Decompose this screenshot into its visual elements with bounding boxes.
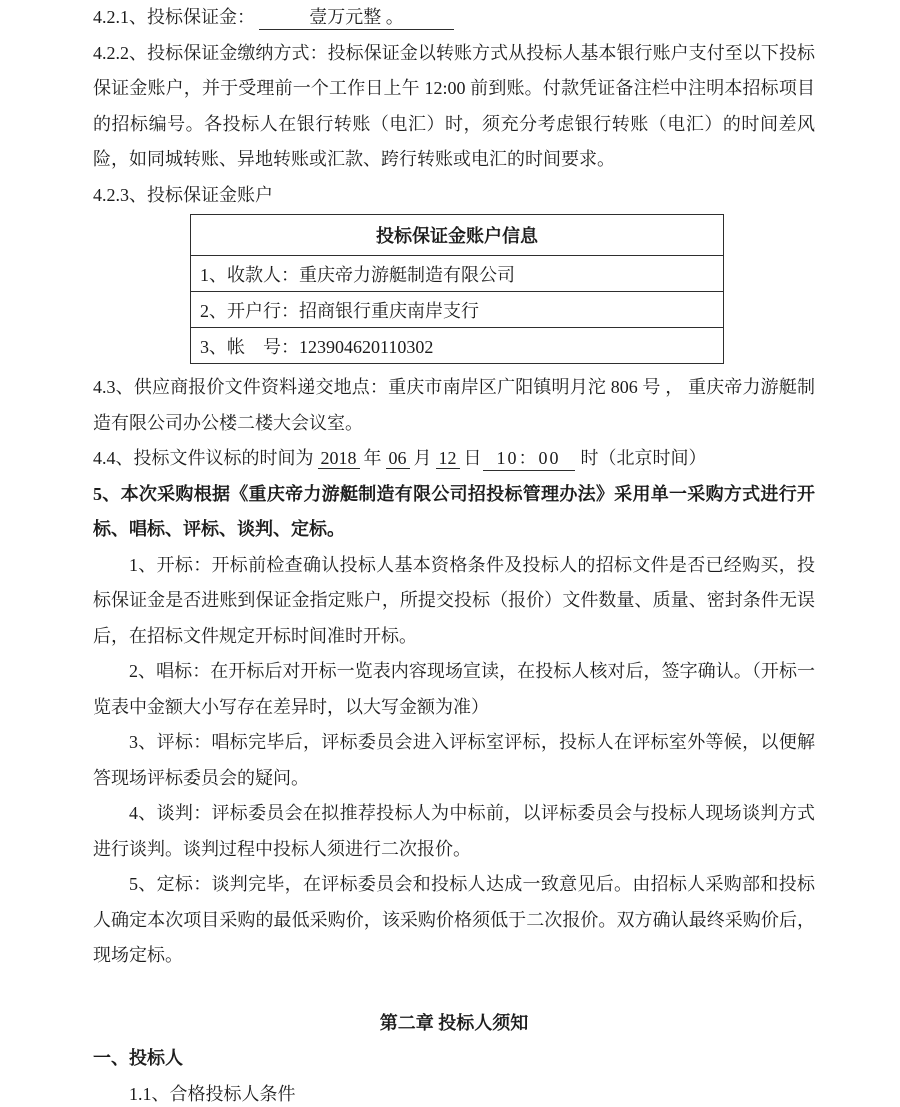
step-award: 5、定标：谈判完毕，在评标委员会和投标人达成一致意见后。由招标人采购部和投标人确定本次项目采购的最低采购价，该采购价格须低于二次报价。双方确认最终采购价后，现场定标。 — [93, 874, 815, 965]
bond-account-table — [190, 214, 724, 364]
bid-day-blank: 12 — [436, 448, 460, 469]
table-row — [191, 328, 724, 364]
month-unit: 月 — [413, 448, 432, 468]
clause-1-1: 1.1、合格投标人条件 — [129, 1083, 296, 1104]
step-read-bid: 2、唱标：在开标后对开标一览表内容现场宣读，在投标人核对后，签字确认。（开标一览表中金额大小写存在差异时，以大写金额为准） — [93, 661, 815, 717]
section-heading-bidders: 一、投标人 — [93, 1048, 183, 1068]
bid-hour-blank: 10：00 — [483, 446, 575, 471]
bank-cell: 2、开户行：招商银行重庆南岸支行 — [191, 292, 724, 328]
clause-4-2-1 — [93, 0, 815, 36]
bid-month-blank: 06 — [386, 448, 410, 469]
account-number-cell: 3、帐 号：123904620110302 — [191, 328, 724, 364]
bid-time-prefix: 4.4、投标文件议标的时间为 — [93, 448, 314, 468]
clause-4-3: 4.3、供应商报价文件资料递交地点：重庆市南岸区广阳镇明月沱 806 号 ， 重庆帝力游艇制造有限公司办公楼二楼大会议室。 — [93, 377, 815, 433]
bid-bond-label: 4.2.1、投标保证金： — [93, 7, 255, 27]
day-unit: 日 — [463, 448, 482, 468]
step-negotiate: 4、谈判：评标委员会在拟推荐投标人为中标前，以评标委员会与投标人现场谈判方式进行谈判。谈判过程中投标人须进行二次报价。 — [93, 803, 815, 859]
clause-4-2-2: 4.2.2、投标保证金缴纳方式：投标保证金以转账方式从投标人基本银行账户支付至以下投标保证金账户，并于受理前一个工作日上午 12:00 前到账。付款凭证备注栏中注明本招标项目的招标编号。各投标人在银行转账（电汇）时，须充分考虑银行转账（电汇）的时间差风险，如同城转账、异地转账或汇款、跨行转账或电汇的时间要求。 — [93, 42, 815, 169]
clause-4-2-3: 4.2.3、投标保证金账户 — [93, 184, 273, 205]
chapter-title: 第二章 投标人须知 — [379, 1012, 529, 1033]
step-evaluate-bid: 3、评标：唱标完毕后，评标委员会进入评标室评标，投标人在评标室外等候，以便解答现场评标委员会的疑问。 — [93, 732, 815, 788]
table-row — [191, 256, 724, 292]
clause-4-4 — [93, 441, 815, 477]
year-unit: 年 — [363, 448, 382, 468]
step-open-bid: 1、开标：开标前检查确认投标人基本资格条件及投标人的招标文件是否已经购买，投标保证金是否进账到保证金指定账户，所提交投标（报价）文件数量、质量、密封条件无误后，在招标文件规定开标时间准时开标。 — [93, 554, 815, 646]
section-spacer — [93, 974, 815, 1006]
payee-cell: 1、收款人：重庆帝力游艇制造有限公司 — [191, 256, 724, 292]
table-row — [191, 292, 724, 328]
table-header-row — [191, 215, 724, 256]
table-header: 投标保证金账户信息 — [191, 215, 724, 256]
bid-bond-amount-blank: 壹万元整 。 — [259, 5, 454, 30]
bid-time-suffix: 时（北京时间） — [580, 448, 707, 468]
bid-year-blank: 2018 — [318, 448, 360, 469]
clause-5: 5、本次采购根据《重庆帝力游艇制造有限公司招投标管理办法》采用单一采购方式进行开标、唱标、评标、谈判、定标。 — [93, 483, 815, 539]
